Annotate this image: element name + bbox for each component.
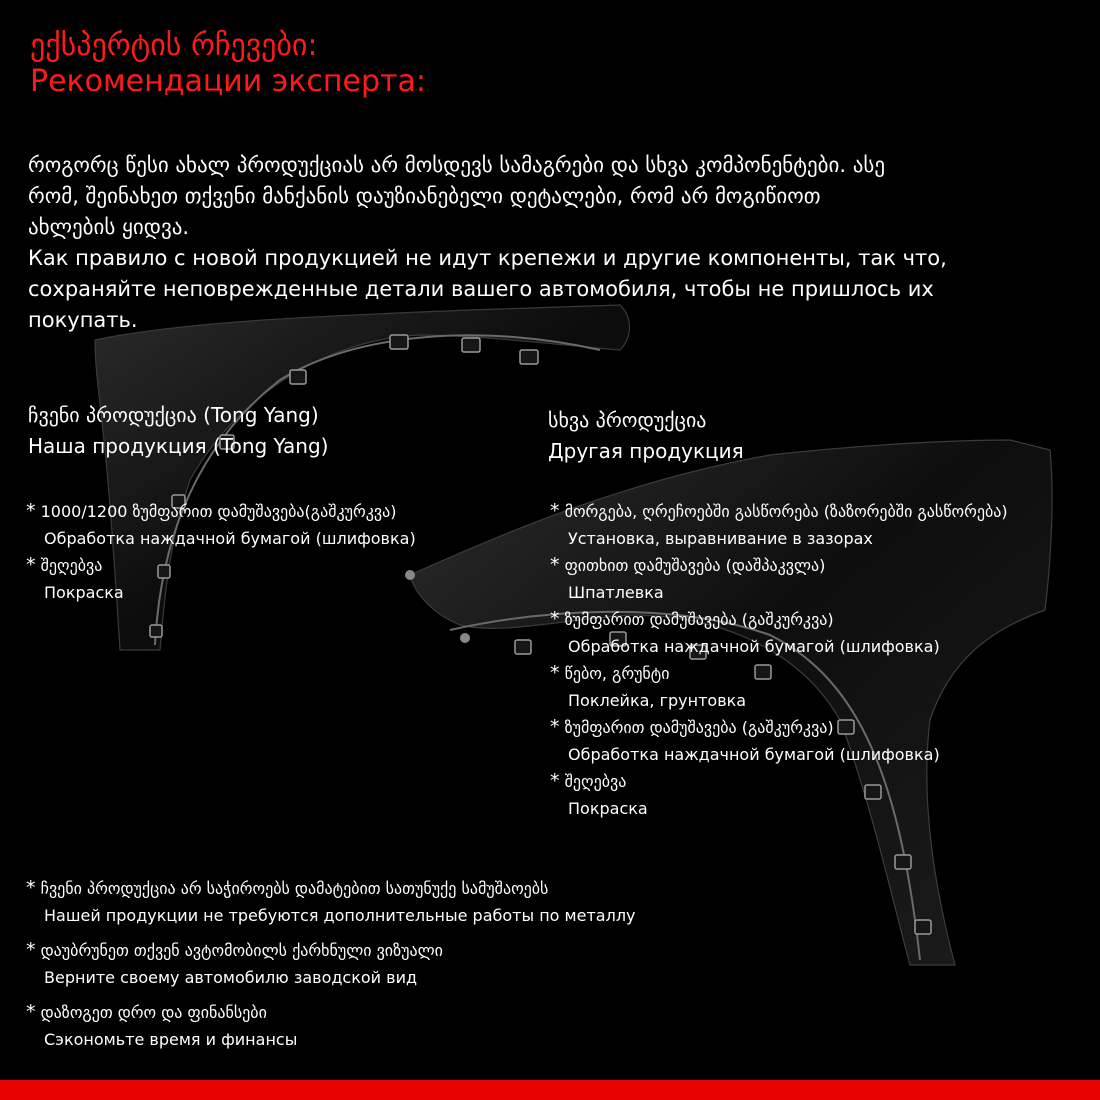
intro-ka-line2: რომ, შეინახეთ თქვენი მანქანის დაუზიანებელი დეტალები, რომ არ მოგიწიოთ	[28, 184, 821, 208]
ours-heading	[28, 400, 328, 462]
other-item-ka: ფითხით დამუშავება (დაშპაკვლა)	[564, 556, 826, 575]
benefit-ka: დაზოგეთ დრო და ფინანსები	[40, 1003, 267, 1022]
other-item-ru: Шпатлевка	[568, 583, 664, 602]
other-item-ru: Обработка наждачной бумагой (шлифовка)	[568, 637, 940, 656]
other-item-ka: წებო, გრუნტი	[564, 664, 670, 683]
other-item	[550, 498, 1008, 552]
bullet-star: *	[550, 608, 560, 630]
other-item-ka: ზუმფარით დამუშავება (გაშკურკვა)	[564, 610, 834, 629]
title-georgian: ექსპერტის რჩევები:	[30, 28, 318, 63]
other-item-ka: მორგება, ღრეჩოებში გასწორება (ზაზორებში გასწორება)	[564, 502, 1008, 521]
other-item-ru: Покраска	[568, 799, 648, 818]
ours-item	[26, 498, 416, 552]
benefit-ru: Сэкономьте время и финансы	[44, 1030, 298, 1049]
bottom-red-bar	[0, 1080, 1100, 1100]
benefit-ka: დაუბრუნეთ თქვენ ავტომობილს ქარხნული ვიზუალი	[40, 941, 443, 960]
benefit-ka: ჩვენი პროდუქცია არ საჭიროებს დამატებით სათუნუქე სამუშაოებს	[40, 879, 549, 898]
benefit-item	[26, 999, 636, 1053]
intro-ka-line1: როგორც წესი ახალ პროდუქციას არ მოსდევს სამაგრები და სხვა კომპონენტები. ასე	[28, 153, 886, 177]
other-item-ru: Обработка наждачной бумагой (шлифовка)	[568, 745, 940, 764]
other-item	[550, 660, 1008, 714]
other-heading	[548, 405, 744, 467]
other-item	[550, 552, 1008, 606]
benefit-item	[26, 875, 636, 929]
ours-heading-ru: Наша продукция (Tong Yang)	[28, 434, 329, 458]
ours-item-ka: 1000/1200 ზუმფარით დამუშავება(გაშკურკვა)	[40, 502, 397, 521]
other-item	[550, 606, 1008, 660]
other-item-ka: ზუმფარით დამუშავება (გაშკურკვა)	[564, 718, 834, 737]
intro-ru-line1: Как правило с новой продукцией не идут крепежи и другие компоненты, так что,	[28, 246, 947, 270]
other-item-ka: შეღებვა	[564, 772, 627, 791]
other-item-ru: Поклейка, грунтовка	[568, 691, 747, 710]
intro-paragraph	[28, 150, 947, 336]
bullet-star: *	[550, 554, 560, 576]
title-russian: Рекомендации эксперта:	[30, 64, 426, 99]
other-item-ru: Установка, выравнивание в зазорах	[568, 529, 873, 548]
intro-ka-line3: ახლების ყიდვა.	[28, 215, 190, 239]
bullet-star: *	[550, 662, 560, 684]
ours-item-ka: შეღებვა	[40, 556, 103, 575]
other-item	[550, 714, 1008, 768]
intro-ru-line3: покупать.	[28, 308, 138, 332]
bullet-star: *	[26, 1001, 36, 1023]
other-heading-ru: Другая продукция	[548, 439, 744, 463]
benefit-ru: Нашей продукции не требуются дополнительные работы по металлу	[44, 906, 636, 925]
ours-item	[26, 552, 416, 606]
bullet-star: *	[26, 939, 36, 961]
other-heading-ka: სხვა პროდუქცია	[548, 408, 707, 432]
bullet-star: *	[550, 716, 560, 738]
page-title	[30, 28, 426, 100]
ours-item-ru: Покраска	[44, 583, 124, 602]
ours-item-ru: Обработка наждачной бумагой (шлифовка)	[44, 529, 416, 548]
intro-ru-line2: сохраняйте неповрежденные детали вашего автомобиля, чтобы не пришлось их	[28, 277, 934, 301]
bullet-star: *	[550, 770, 560, 792]
benefit-item	[26, 937, 636, 991]
benefit-ru: Верните своему автомобилю заводской вид	[44, 968, 418, 987]
benefits-list	[26, 875, 636, 1053]
bullet-star: *	[550, 500, 560, 522]
bullet-star: *	[26, 554, 36, 576]
other-list	[550, 498, 1008, 822]
bullet-star: *	[26, 500, 36, 522]
ours-heading-ka: ჩვენი პროდუქცია (Tong Yang)	[28, 403, 319, 427]
bullet-star: *	[26, 877, 36, 899]
ours-list	[26, 498, 416, 606]
other-item	[550, 768, 1008, 822]
